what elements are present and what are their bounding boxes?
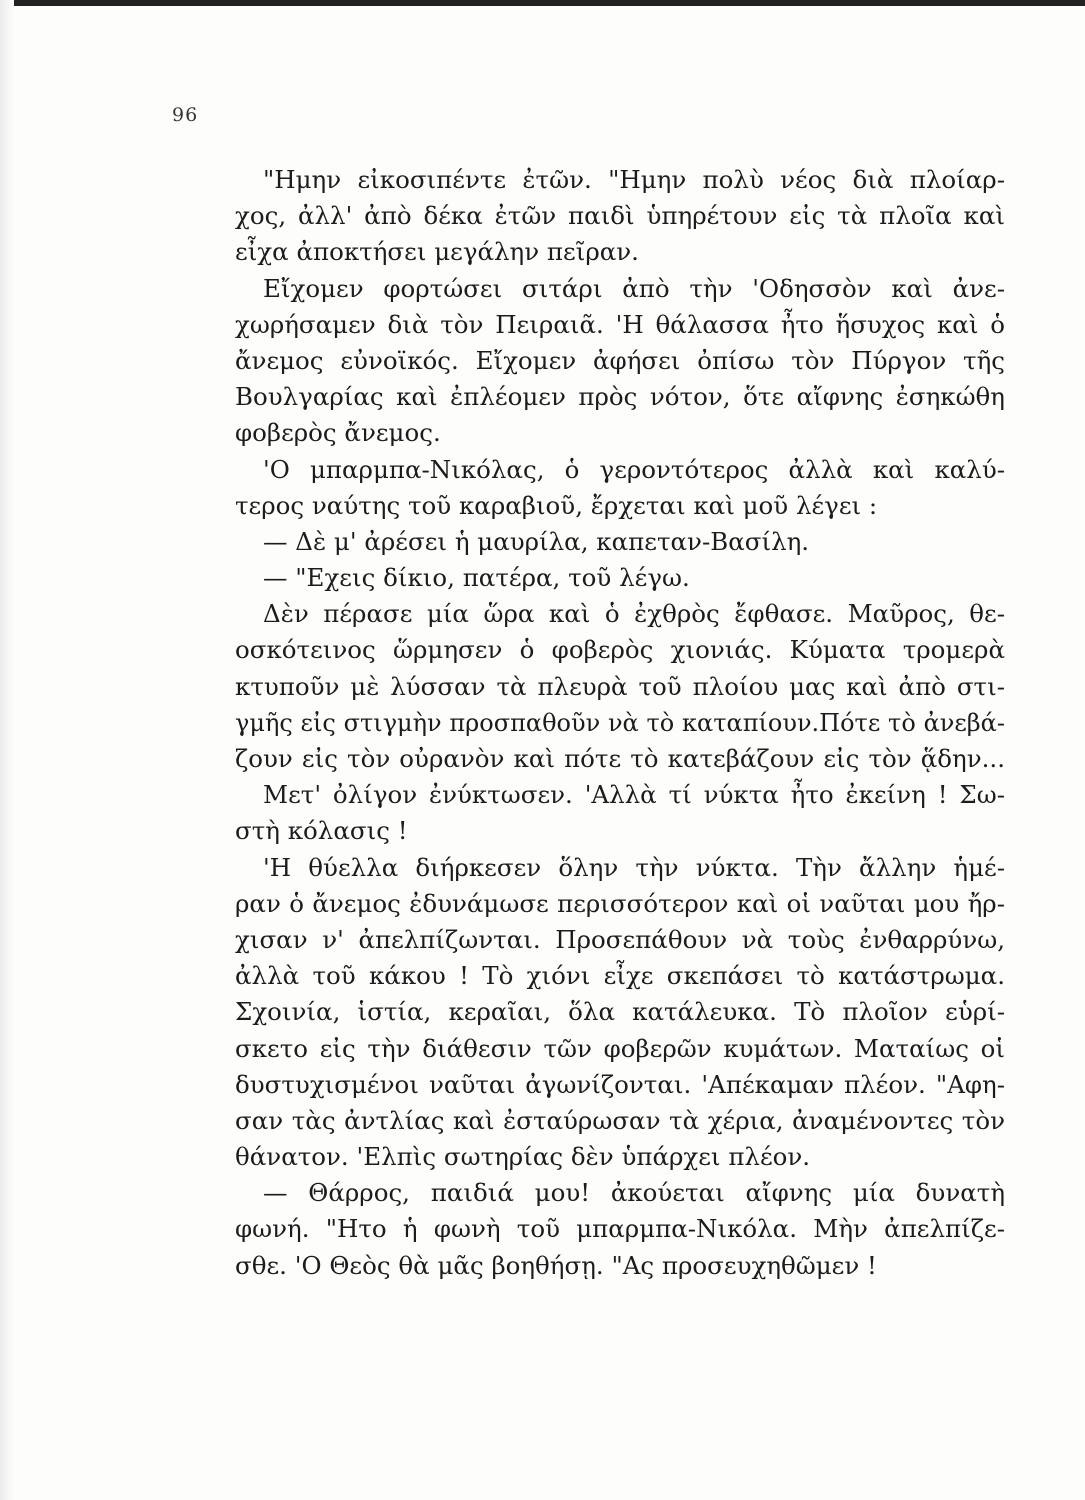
text-line: 'Η θύελλα διήρκεσεν ὅλην τὴν νύκτα. Τὴν ἄλλην ἡμέ- [263, 852, 1005, 882]
text-line: 'Ο μπαρμπα-Νικόλας, ὁ γεροντότερος ἀλλὰ καὶ καλύ- [263, 454, 1005, 484]
page-number: 96 [172, 104, 199, 126]
text-line: κτυποῦν μὲ λύσσαν τὰ πλευρὰ τοῦ πλοίου μας καὶ ἀπὸ στι- [235, 671, 1005, 701]
text-line: φωνή. "Ητο ἡ φωνὴ τοῦ μπαρμπα-Νικόλα. Μὴν ἀπελπίζε- [235, 1214, 1005, 1244]
text-line: φοβερὸς ἄνεμος. [235, 418, 441, 448]
text-line: γμῆς εἰς στιγμὴν προσπαθοῦν νὰ τὸ καταπίουν.Πότε τὸ ἀνεβά- [235, 708, 1005, 737]
text-line: ἄνεμος εὐνοϊκός. Εἴχομεν ἀφήσει ὀπίσω τὸν Πύργον τῆς [235, 345, 1005, 375]
text-line: "Ημην εἰκοσιπέντε ἐτῶν. "Ημην πολὺ νέος διὰ πλοίαρ- [263, 165, 1005, 194]
page-top-edge [0, 0, 1085, 6]
text-line: σκετο εἰς τὴν διάθεσιν τῶν φοβερῶν κυμάτων. Ματαίως οἱ [235, 1033, 1005, 1063]
text-line: ζουν εἰς τὸν οὐρανὸν καὶ πότε τὸ κατεβάζουν εἰς τὸν ᾅδην... [235, 744, 1005, 773]
page-left-edge [0, 0, 14, 1500]
text-line: οσκότεινος ὥρμησεν ὁ φοβερὸς χιονιάς. Κύματα τρομερὰ [235, 635, 1005, 665]
text-line: Βουλγαρίας καὶ ἐπλέομεν πρὸς νότον, ὅτε αἴφνης ἐσηκώθη [235, 382, 1005, 412]
text-line: ραν ὁ ἄνεμος ἐδυνάμωσε περισσότερον καὶ οἱ ναῦται μου ἤρ- [235, 888, 1005, 918]
text-line: χισαν ν' ἀπελπίζωνται. Προσεπάθουν νὰ τοὺς ἐνθαρρύνω, [235, 924, 1005, 954]
text-line: — "Εχεις δίκιο, πατέρα, τοῦ λέγω. [263, 563, 690, 593]
text-line: εἶχα ἀποκτήσει μεγάλην πεῖραν. [235, 237, 639, 267]
text-line: στὴ κόλασις ! [235, 816, 408, 846]
text-line: Δὲν πέρασε μία ὥρα καὶ ὁ ἐχθρὸς ἔφθασε. Μαῦρος, θε- [263, 599, 1005, 629]
text-line: ἀλλὰ τοῦ κάκου ! Τὸ χιόνι εἶχε σκεπάσει τὸ κατάστρωμα. [235, 961, 1005, 991]
text-line: σαν τὰς ἀντλίας καὶ ἐσταύρωσαν τὰ χέρια, ἀναμένοντες τὸν [235, 1105, 1005, 1135]
text-line: θάνατον. 'Ελπὶς σωτηρίας δὲν ὑπάρχει πλέον. [235, 1142, 811, 1172]
text-line: — Θάρρος, παιδιά μου! ἀκούεται αἴφνης μία δυνατὴ [263, 1178, 1005, 1208]
text-line: χωρήσαμεν διὰ τὸν Πειραιᾶ. 'Η θάλασσα ἦτο ἥσυχος καὶ ὁ [235, 309, 1005, 339]
text-line: Εἴχομεν φορτώσει σιτάρι ἀπὸ τὴν 'Οδησσὸν καὶ ἀνε- [263, 273, 1005, 303]
text-line: δυστυχισμένοι ναῦται ἀγωνίζονται. 'Απέκαμαν πλέον. "Αφη- [235, 1069, 1005, 1099]
text-line: σθε. 'Ο Θεὸς θὰ μᾶς βοηθήσῃ. "Ας προσευχηθῶμεν ! [235, 1250, 877, 1280]
text-line: τερος ναύτης τοῦ καραβιοῦ, ἔρχεται καὶ μοῦ λέγει : [235, 490, 878, 520]
text-line: — Δὲ μ' ἀρέσει ἡ μαυρίλα, καπεταν-Βασίλη. [263, 526, 810, 556]
body-text [235, 162, 1005, 1284]
text-line: Μετ' ὀλίγον ἐνύκτωσεν. 'Αλλὰ τί νύκτα ἦτο ἐκείνη ! Σω- [263, 780, 1005, 810]
text-line: Σχοινία, ἱστία, κεραῖαι, ὅλα κατάλευκα. Τὸ πλοῖον εὑρί- [235, 997, 1005, 1027]
text-line: χος, ἀλλ' ἀπὸ δέκα ἐτῶν παιδὶ ὑπηρέτουν εἰς τὰ πλοῖα καὶ [235, 201, 1005, 231]
